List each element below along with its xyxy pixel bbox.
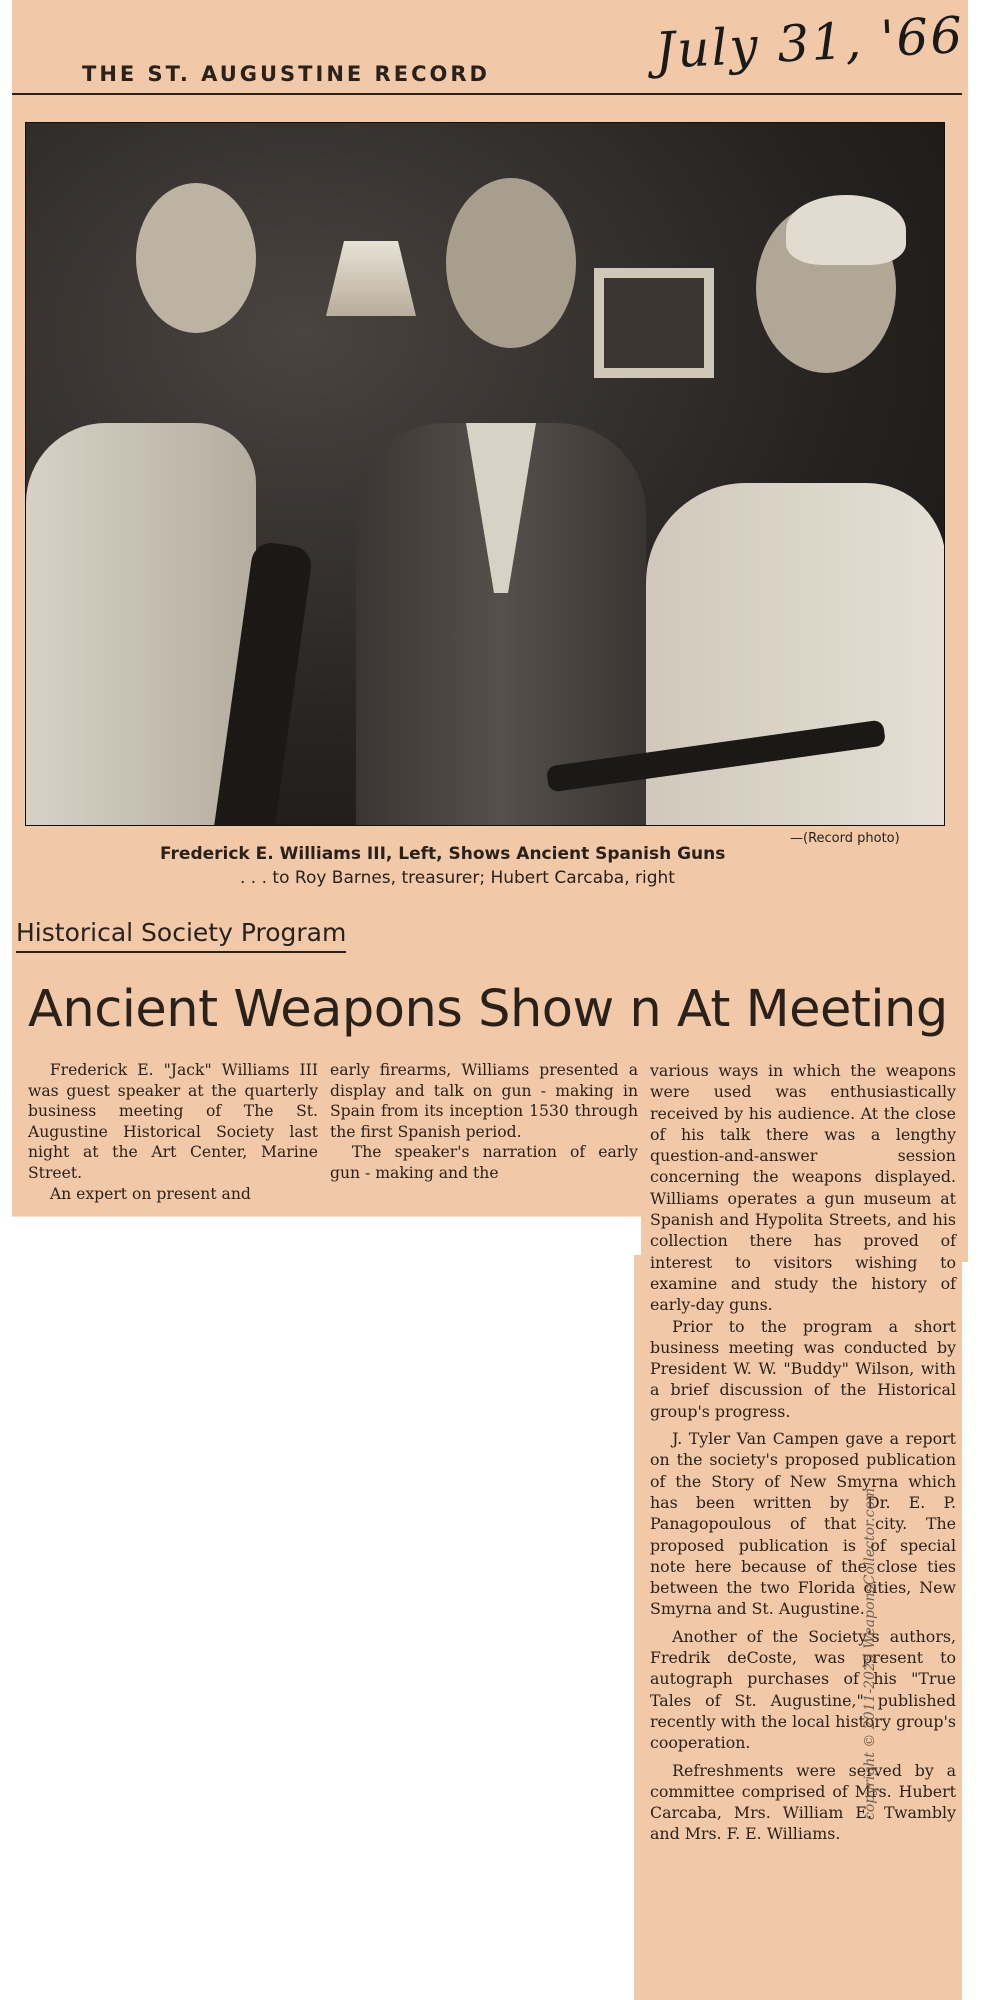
man-left-head [136, 183, 256, 333]
news-photo [25, 122, 945, 826]
section-kicker: Historical Society Program [16, 918, 346, 953]
article-column-1 [28, 1060, 318, 1204]
paragraph: The speaker's narration of early gun - making and the [330, 1143, 638, 1182]
article-column-3 [650, 1060, 956, 1845]
paragraph: Frederick E. "Jack" Williams III was guest speaker at the quarterly business meeting of The St. Augustine Historical Society last night at the Art Center, Marine Street. [28, 1061, 318, 1182]
photo-credit: —(Record photo) [790, 831, 900, 846]
masthead: THE ST. AUGUSTINE RECORD [82, 62, 490, 86]
paragraph: various ways in which the weapons were used was enthusiastically received by his audience. At the close of his talk there was a lengthy question-and-answer session concerning the weapons displayed. Williams operates a gun museum at Spanish and Hypolita Streets, and his collection there has proved of interest to visitors wishing to examine and study the history of early-day guns. [650, 1061, 956, 1315]
copyright-watermark: copyright © 2011-2025 WeaponsCollector.com [862, 1487, 878, 1820]
article-column-2 [330, 1060, 638, 1184]
photo-caption-line1: Frederick E. Williams III, Left, Shows Ancient Spanish Guns [160, 844, 726, 864]
article-headline: Ancient Weapons Show n At Meeting [28, 980, 948, 1039]
man-center-head [446, 178, 576, 348]
paragraph: Another of the Society's authors, Fredrik deCoste, was present to autograph purchases of his "True Tales of St. Augustine," published recently with the local history group's cooperation. [650, 1626, 956, 1753]
photo-caption-line2: . . . to Roy Barnes, treasurer; Hubert Carcaba, right [240, 868, 675, 888]
paragraph: early firearms, Williams presented a display and talk on gun - making in Spain from its inception 1530 through the first Spanish period. [330, 1061, 638, 1141]
lamp-shade [326, 241, 416, 316]
wall-picture-frame [594, 268, 714, 378]
handwritten-date: July 31, '66 [653, 5, 966, 81]
masthead-rule [12, 93, 962, 95]
paragraph: Refreshments were served by a committee comprised of Mrs. Hubert Carcaba, Mrs. William E. Twambly and Mrs. F. E. Williams. [650, 1760, 956, 1844]
man-right-body [646, 483, 945, 826]
paragraph: Prior to the program a short business meeting was conducted by President W. W. "Buddy" Wilson, with a brief discussion of the Historical group's progress. [650, 1316, 956, 1421]
man-right-hair [786, 195, 906, 265]
paragraph: An expert on present and [49, 1184, 251, 1203]
paragraph: J. Tyler Van Campen gave a report on the society's proposed publication of the Story of New Smyrna which has been written by Dr. E. P. Panagopoulous of that city. The proposed publication is of special note here because of the close ties between the two Florida cities, New Smyrna and St. Augustine. [650, 1429, 956, 1619]
